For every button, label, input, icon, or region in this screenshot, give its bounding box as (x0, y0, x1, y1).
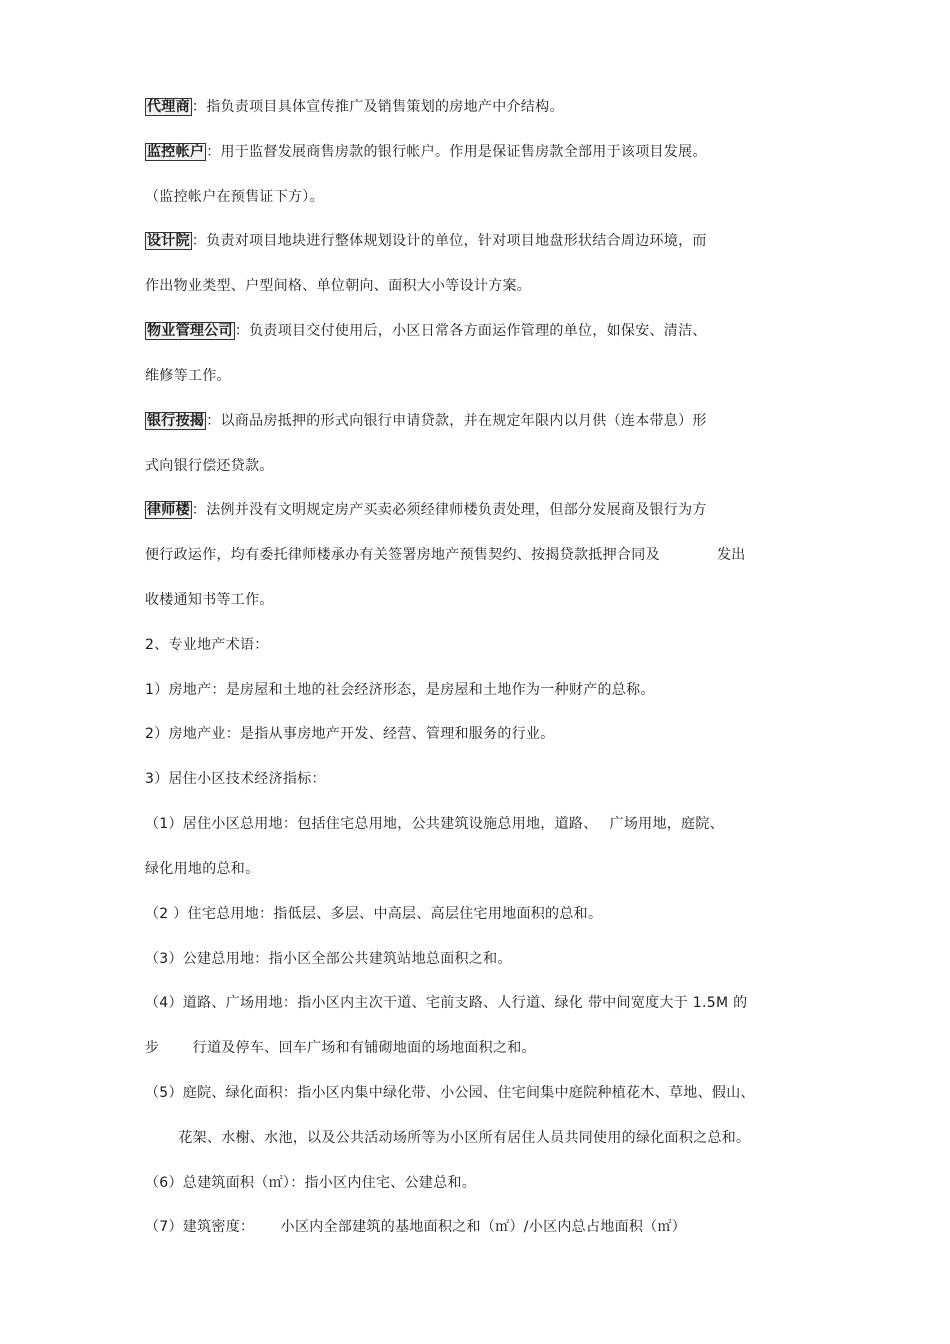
definition-text: 作出物业类型、户型间格、单位朝向、面积大小等设计方案。 (145, 278, 532, 294)
definition-text: 式向银行偿还贷款。 (145, 458, 274, 474)
definition-line (145, 231, 707, 251)
definition-text: 收楼通知书等工作。 (145, 592, 274, 608)
definition-text: 便行政运作，均有委托律师楼承办有关签署房地产预售契约、按揭贷款抵押合同及 发出 (145, 547, 746, 563)
definition-text: ：以商品房抵押的形式向银行申请贷款，并在规定年限内以月供（连本带息）形 (206, 413, 707, 429)
term: 监控帐户 (147, 144, 205, 160)
definition-text: ：负责项目交付使用后，小区日常各方面运作管理的单位，如保安、清洁、 (234, 323, 707, 339)
term-line: 1）房地产：是房屋和土地的社会经济形态，是房屋和土地作为一种财产的总称。 (145, 682, 655, 698)
indicator-line: 绿化用地的总和。 (145, 861, 260, 877)
definition-line (145, 97, 564, 117)
definition-line (145, 590, 274, 610)
term-line: 3）居住小区技术经济指标： (145, 771, 326, 787)
definition-line (145, 500, 707, 520)
indicator-line: （5）庭院、绿化面积：指小区内集中绿化带、小公园、住宅间集中庭院种植花木、草地、假山、 (145, 1085, 755, 1101)
definition-text: （监控帐户在预售证下方）。 (145, 189, 324, 205)
indicator-line: （3）公建总用地：指小区全部公共建筑站地总面积之和。 (145, 951, 512, 967)
term: 银行按揭 (147, 413, 205, 429)
definition-line (145, 545, 746, 565)
term: 代理商 (147, 99, 190, 115)
definition-text: ：法例并没有文明规定房产买卖必须经律师楼负责处理，但部分发展商及银行为方 (191, 502, 707, 518)
indicator-line: （1）居住小区总用地：包括住宅总用地，公共建筑设施总用地，道路、 广场用地，庭院、 (145, 816, 724, 832)
definition-line (145, 142, 707, 162)
definition-line (145, 321, 707, 341)
term: 设计院 (147, 233, 190, 249)
definition-line (145, 187, 324, 207)
definition-line (145, 456, 274, 476)
indicator-line: （6）总建筑面积（㎡）：指小区内住宅、公建总和。 (145, 1175, 477, 1191)
indicator-line: 花架、水榭、水池，以及公共活动场所等为小区所有居住人员共同使用的绿化面积之总和。 (145, 1130, 751, 1146)
definition-line (145, 411, 707, 431)
indicator-line: （4）道路、广场用地：指小区内主次干道、宅前支路、人行道、绿化 带中间宽度大于 1.5M 的 (145, 995, 748, 1011)
term: 物业管理公司 (147, 323, 233, 339)
indicator-line: 步 行道及停车、回车广场和有铺砌地面的场地面积之和。 (145, 1040, 536, 1056)
definition-text: ：指负责项目具体宣传推广及销售策划的房地产中介结构。 (191, 99, 564, 115)
definition-text: ：用于监督发展商售房款的银行帐户。作用是保证售房款全部用于该项目发展。 (206, 144, 707, 160)
definition-line (145, 366, 231, 386)
indicator-line: （2 ）住宅总用地：指低层、多层、中高层、高层住宅用地面积的总和。 (145, 906, 603, 922)
indicator-line: （7）建筑密度： 小区内全部建筑的基地面积之和（㎡）/小区内总占地面积（㎡） (145, 1219, 687, 1235)
definition-line (145, 276, 531, 296)
section-heading: 2、专业地产术语： (145, 637, 269, 653)
definition-text: 维修等工作。 (145, 368, 231, 384)
term: 律师楼 (147, 502, 190, 518)
definition-text: ：负责对项目地块进行整体规划设计的单位，针对项目地盘形状结合周边环境，而 (191, 233, 707, 249)
term-line: 2）房地产业：是指从事房地产开发、经营、管理和服务的行业。 (145, 726, 555, 742)
